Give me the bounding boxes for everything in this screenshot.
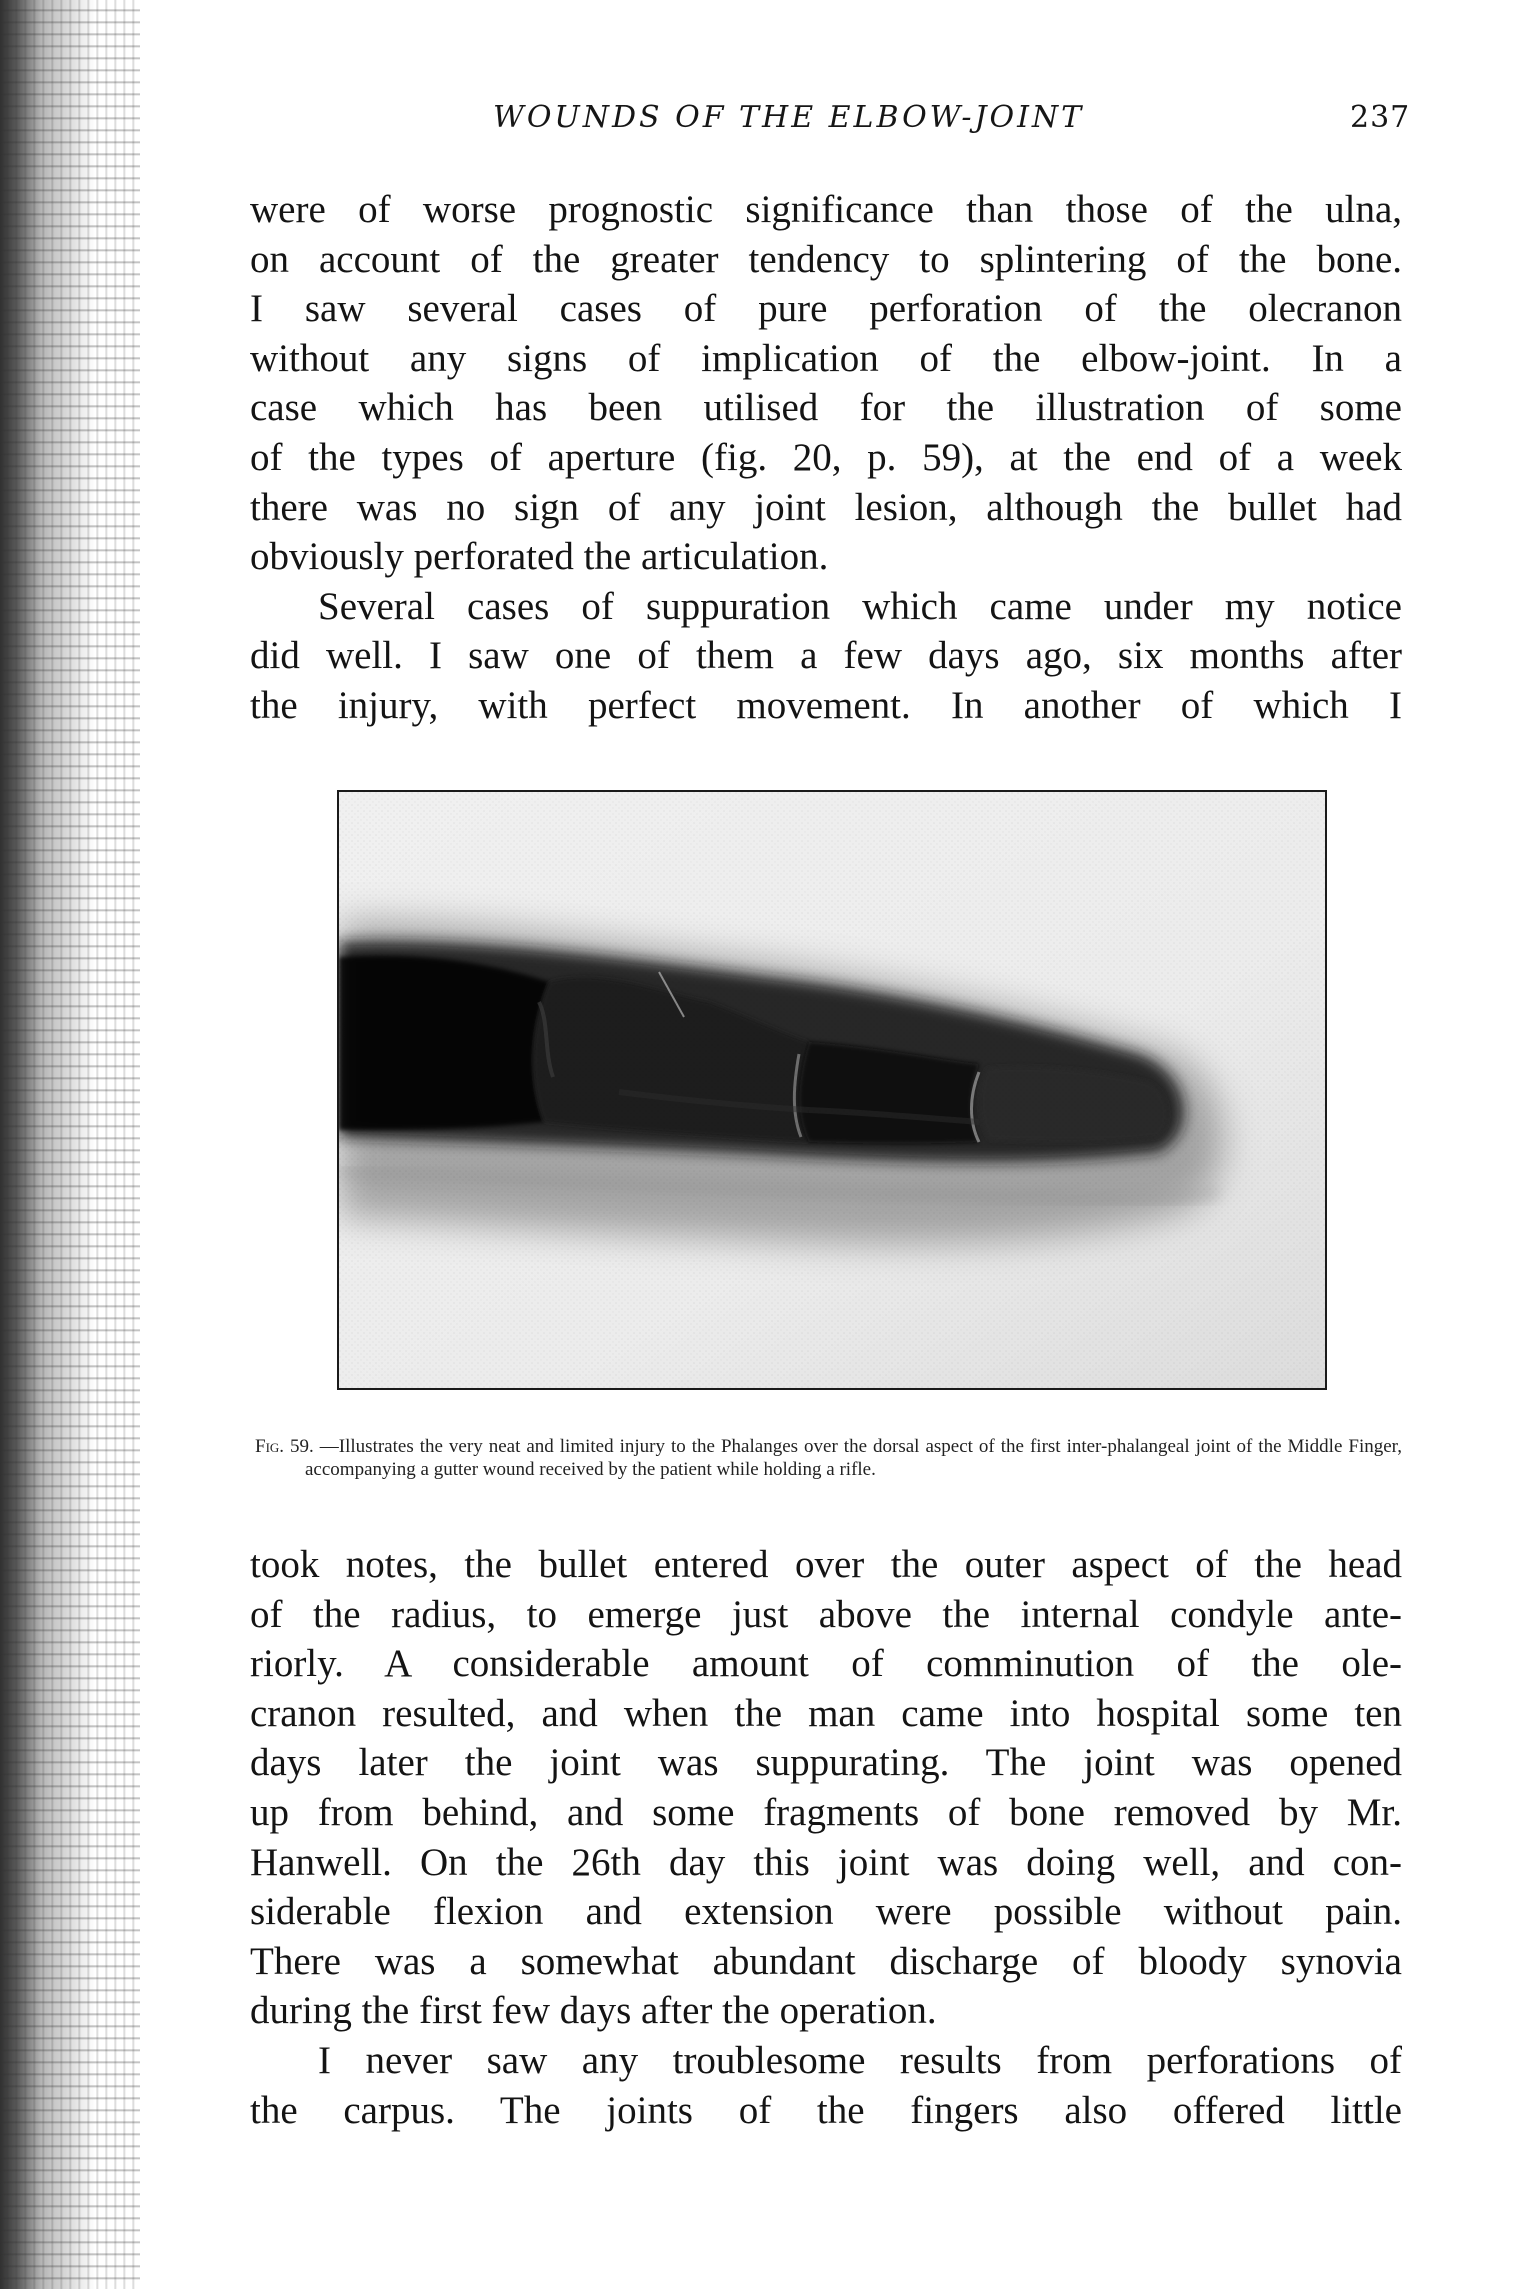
xray-image xyxy=(339,792,1325,1388)
text-line: there was no sign of any joint lesion, although the bullet had xyxy=(250,485,1402,529)
text-line: on account of the greater tendency to splintering of the bone. xyxy=(250,237,1402,281)
text-line: Hanwell. On the 26th day this joint was doing well, and con- xyxy=(250,1840,1402,1884)
caption-text xyxy=(255,1435,1402,1481)
running-title: WOUNDS OF THE ELBOW-JOINT xyxy=(493,100,1085,135)
xray-figure xyxy=(337,790,1327,1390)
text-line: the injury, with perfect movement. In another of which I xyxy=(250,683,1402,727)
text-line: did well. I saw one of them a few days ago, six months after xyxy=(250,634,1402,678)
text-line: during the first few days after the operation. xyxy=(250,1989,937,2033)
text-line: without any signs of implication of the elbow-joint. In a xyxy=(250,336,1402,380)
text-line: took notes, the bullet entered over the outer aspect of the head xyxy=(250,1543,1402,1586)
text-line: days later the joint was suppurating. The joint was opened xyxy=(250,1741,1402,1785)
text-line: siderable flexion and extension were possible without pain. xyxy=(250,1890,1402,1934)
text-line: obviously perforated the articulation. xyxy=(250,535,829,579)
text-line: of the radius, to emerge just above the internal condyle ante- xyxy=(250,1592,1402,1636)
text-line: of the types of aperture (fig. 20, p. 59), at the end of a week xyxy=(250,435,1402,479)
page-number: 237 xyxy=(1350,100,1411,135)
running-head xyxy=(0,100,1519,140)
figure-caption xyxy=(255,1435,1402,1481)
text-line: I never saw any troublesome results from perforations of xyxy=(318,2038,1402,2082)
text-line: There was a somewhat abundant discharge of bloody synovia xyxy=(250,1939,1402,1983)
text-line: Several cases of suppuration which came under my notice xyxy=(318,584,1402,628)
figure-label: Fig. 59. xyxy=(255,1436,314,1457)
text-line: cranon resulted, and when the man came into hospital some ten xyxy=(250,1691,1402,1735)
text-line: the carpus. The joints of the fingers also offered little xyxy=(250,2088,1402,2132)
body-text-bottom xyxy=(250,1540,1402,2135)
text-line: were of worse prognostic significance than those of the ulna, xyxy=(250,188,1402,231)
text-line: riorly. A considerable amount of comminution of the ole- xyxy=(250,1642,1402,1686)
body-text-top xyxy=(250,185,1402,731)
text-line: I saw several cases of pure perforation of the olecranon xyxy=(250,287,1402,331)
text-line: up from behind, and some fragments of bone removed by Mr. xyxy=(250,1790,1402,1834)
text-line: case which has been utilised for the illustration of some xyxy=(250,386,1402,430)
scan-edge-shadow xyxy=(0,0,140,2289)
caption-body-text: —Illustrates the very neat and limited injury to the Phalanges over the dorsal aspect of the first inter-phalangeal joint of the Middle Finger, accompanying a gutter wound received by the patient while holding a rifle. xyxy=(305,1436,1402,1480)
